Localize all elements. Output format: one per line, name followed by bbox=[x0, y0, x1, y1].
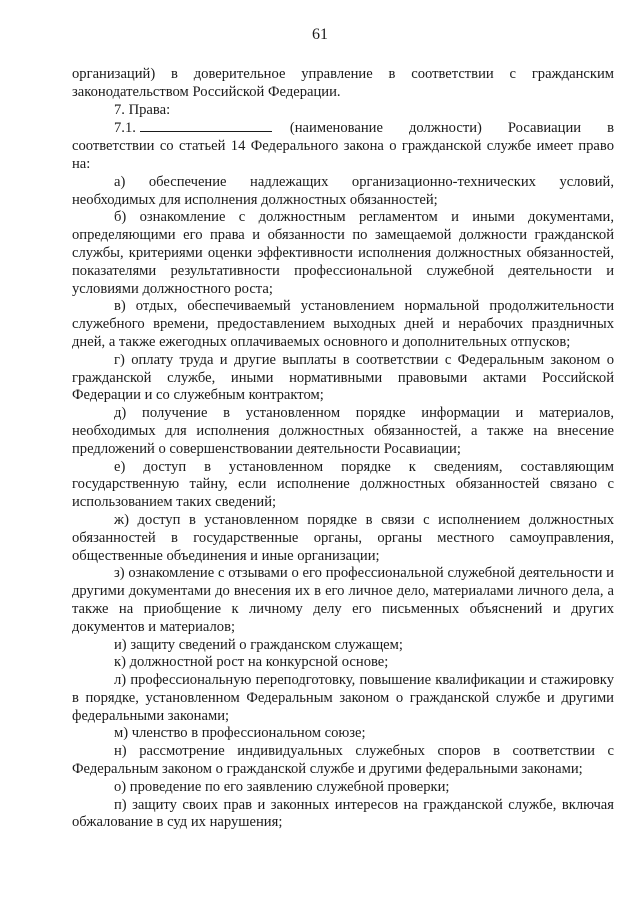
list-item-l: л) профессиональную переподготовку, повышение квалификации и стажировку в порядке, установленном Федеральным законом о гражданской службе и другими федеральными законами; bbox=[72, 672, 614, 724]
list-item-m: м) членство в профессиональном союзе; bbox=[114, 725, 366, 742]
page-number: 61 bbox=[312, 26, 328, 43]
list-item-n: н) рассмотрение индивидуальных служебных споров в соответствии с Федеральным законом о гражданской службе и другими федеральными законами; bbox=[72, 743, 614, 778]
list-item-b: б) ознакомление с должностным регламентом и иными документами, определяющими его права и обязанности по замещаемой должности гражданской службы, критериями оценки эффективности исполнения должностных обязанностей, показателями результативности профессиональной служебной деятельности и условиями должностного роста; bbox=[72, 209, 614, 297]
list-item-k: к) должностной рост на конкурсной основе; bbox=[114, 654, 389, 671]
list-item-o: о) проведение по его заявлению служебной проверки; bbox=[114, 778, 450, 795]
paragraph-continuation: организаций) в доверительное управление в соответствии с гражданским законодательством Российской Федерации. bbox=[72, 66, 614, 100]
list-item-z: з) ознакомление с отзывами о его профессиональной служебной деятельности и другими документами до внесения их в его личное дело, материалами личного дела, а также на приобщение к личному делу его письменных объяснений и других документов и материалов; bbox=[72, 565, 614, 635]
clause-text: (наименование должности) Росавиации в соответствии со статьей 14 Федерального закона о гражданской службе имеет право на: bbox=[72, 120, 614, 172]
list-item-g: г) оплату труда и другие выплаты в соответствии с Федеральным законом о гражданской службе, иными нормативными правовыми актами Российской Федерации и со служебным контрактом; bbox=[72, 351, 614, 404]
list-item-a: а) обеспечение надлежащих организационно-технических условий, необходимых для исполнения должностных обязанностей; bbox=[72, 173, 614, 208]
blank-line bbox=[140, 119, 272, 132]
document-body bbox=[72, 66, 614, 832]
list-item-v: в) отдых, обеспечиваемый установлением нормальной продолжительности служебного времени, предоставлением выходных дней и нерабочих праздничных дней, а также ежегодных оплачиваемых основного и дополнительных отпусков; bbox=[72, 298, 614, 350]
list-item-i: и) защиту сведений о гражданском служащем; bbox=[114, 636, 403, 653]
list-item-p: п) защиту своих прав и законных интересов на гражданской службе, включая обжалование в суд их нарушения; bbox=[72, 796, 614, 831]
list-item-e: е) доступ в установленном порядке к сведениям, составляющим государственную тайну, если исполнение должностных обязанностей связано с использованием таких сведений; bbox=[72, 458, 614, 511]
section-heading-rights: 7. Права: bbox=[114, 101, 171, 118]
list-item-d: д) получение в установленном порядке информации и материалов, необходимых для исполнения должностных обязанностей, а также на внесение предложений о совершенствовании деятельности Росавиации; bbox=[72, 405, 614, 457]
paragraph-7-1 bbox=[72, 119, 614, 173]
clause-number: 7.1. bbox=[114, 120, 136, 137]
list-item-zh: ж) доступ в установленном порядке в связи с исполнением должностных обязанностей в государственные органы, органы местного самоуправления, общественные объединения и иные организации; bbox=[72, 511, 614, 564]
